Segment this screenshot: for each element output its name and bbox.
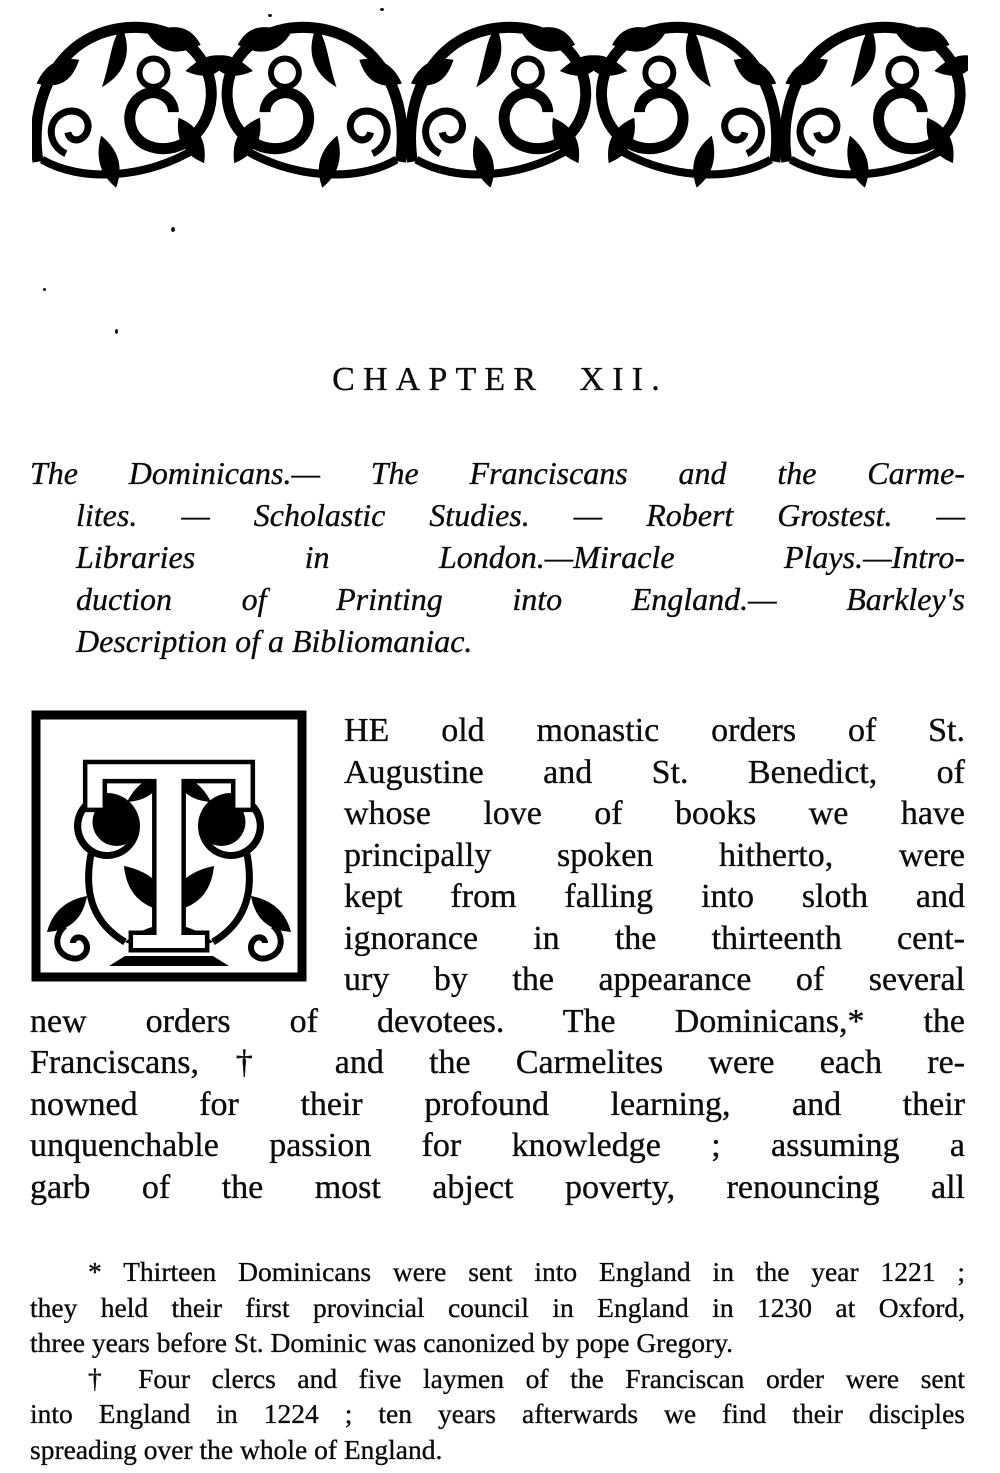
summary-line: Description of a Bibliomaniac. xyxy=(76,623,473,659)
footnote-line: into England in 1224 ; ten years afterwards we find their disciples xyxy=(30,1398,965,1429)
summary-line: Libraries in London.—Miracle Plays.—Intro- xyxy=(76,539,965,575)
footnote-line: three years before St. Dominic was canonized by pope Gregory. xyxy=(30,1327,734,1358)
opening-paragraph xyxy=(30,710,965,1208)
footnote-line: they held their first provincial council in England in 1230 at Oxford, xyxy=(30,1291,965,1323)
scan-speck xyxy=(268,14,272,17)
dropcap-letter: T xyxy=(84,715,254,982)
summary-line: lites. — Scholastic Studies. — Robert Grostest. — xyxy=(76,497,965,533)
body-line: kept from falling into sloth and xyxy=(344,878,965,915)
chapter-heading: CHAPTER XII. xyxy=(332,361,668,398)
body-line: unquenchable passion for knowledge ; assuming a xyxy=(30,1127,965,1164)
body-line: new orders of devotees. The Dominicans,* the xyxy=(30,1002,965,1040)
summary-line: The Dominicans.— The Franciscans and the Carme- xyxy=(30,455,965,491)
body-line: principally spoken hitherto, were xyxy=(344,836,965,874)
body-line: garb of the most abject poverty, renouncing all xyxy=(30,1168,965,1206)
footnotes xyxy=(30,1254,965,1467)
footnote-line: * Thirteen Dominicans were sent into England in the year 1221 ; xyxy=(88,1256,965,1287)
scan-speck xyxy=(43,288,46,291)
chapter-summary xyxy=(30,452,965,662)
body-line: HE old monastic orders of St. xyxy=(344,712,965,749)
ornamental-headpiece xyxy=(32,10,968,188)
footnote-line: spreading over the whole of England. xyxy=(30,1433,443,1465)
body-line: Augustine and St. Benedict, of xyxy=(344,753,965,791)
body-line: ury by the appearance of several xyxy=(344,961,965,998)
scan-speck xyxy=(115,329,118,334)
summary-line: duction of Printing into England.— Barkley's xyxy=(76,581,965,617)
body-line: Franciscans,† and the Carmelites were each re- xyxy=(30,1044,965,1081)
scan-speck xyxy=(380,8,384,11)
body-line: nowned for their profound learning, and their xyxy=(30,1085,965,1123)
footnote-line: † Four clercs and five laymen of the Franciscan order were sent xyxy=(88,1362,965,1394)
scan-speck xyxy=(171,227,175,232)
body-line: ignorance in the thirteenth cent- xyxy=(344,919,965,957)
body-line: whose love of books we have xyxy=(344,795,965,832)
decorated-initial-T xyxy=(30,710,308,982)
